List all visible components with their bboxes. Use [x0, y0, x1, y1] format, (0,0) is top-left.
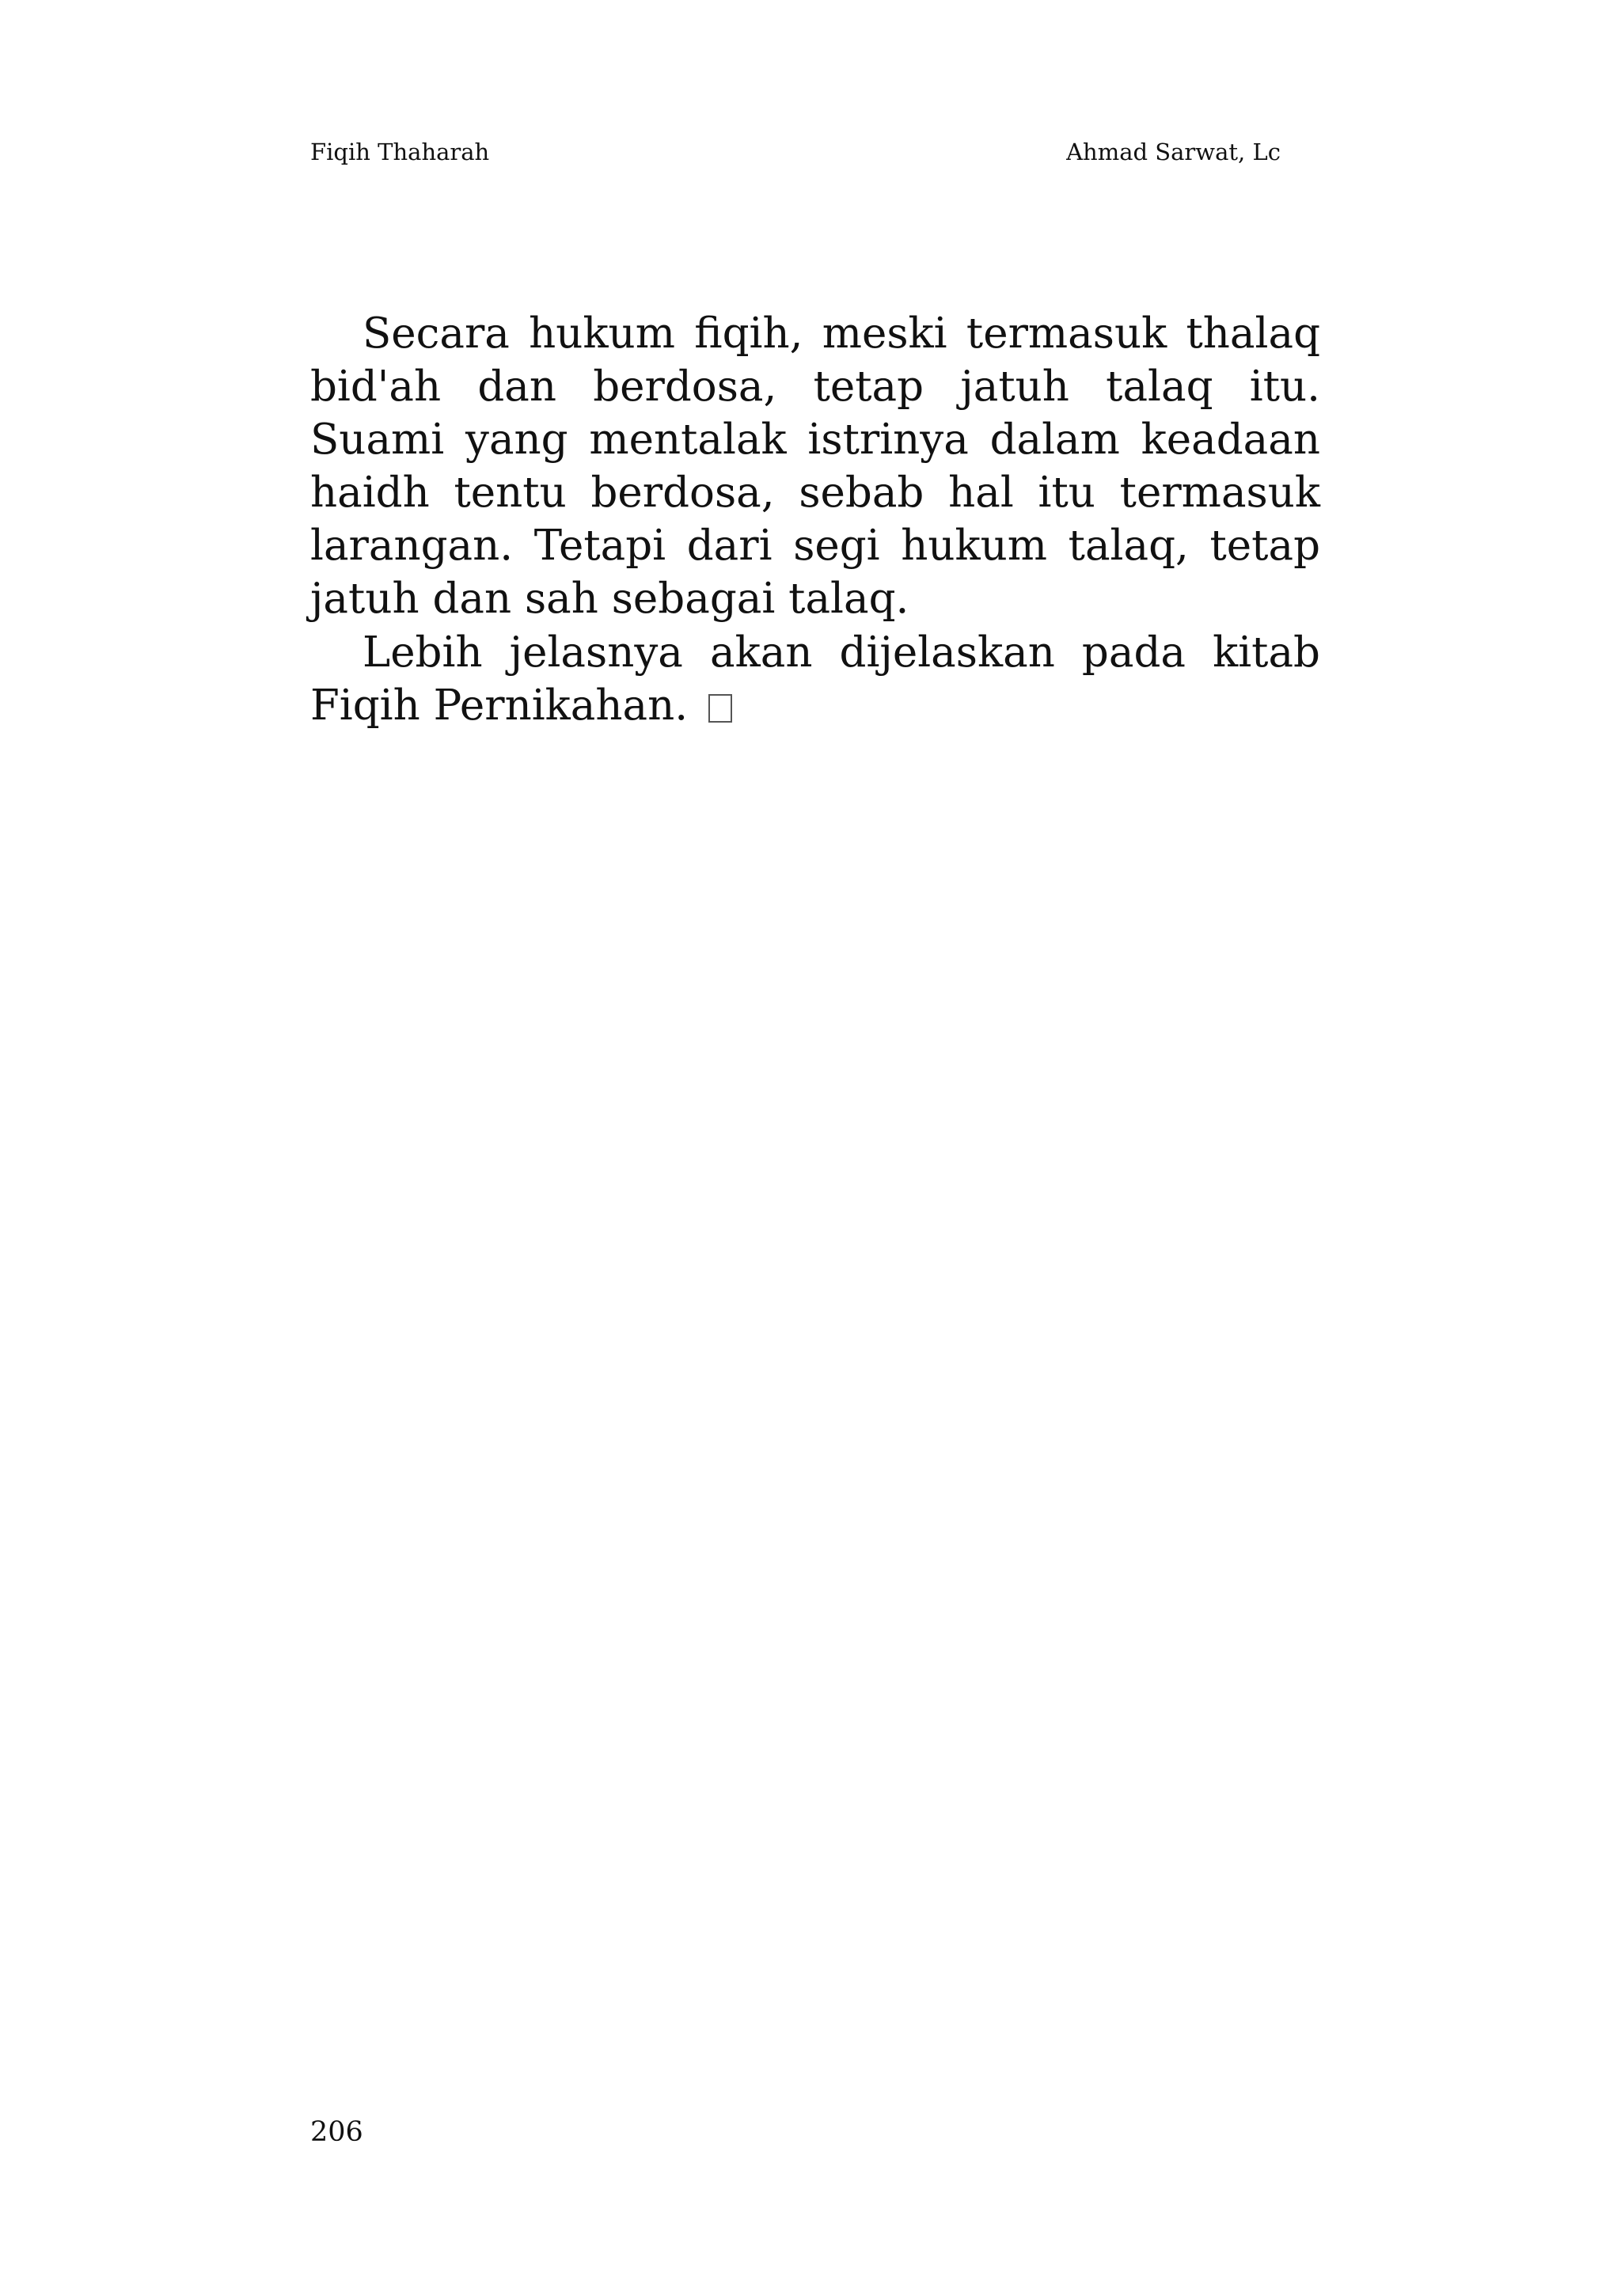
paragraph-1-text: Secara hukum fiqih, meski termasuk thalaq bid'ah dan berdosa, tetap jatuh talaq itu. Suami yang mentalak istrinya dalam keadaan haidh tentu berdosa, sebab hal itu termasuk larangan. Tetapi dari segi hukum talaq, tetap jatuh dan sah sebagai talaq. [310, 309, 1320, 623]
book-title: Fiqih Thaharah [310, 139, 490, 165]
running-header [310, 136, 1281, 168]
author-name: Ahmad Sarwat, Lc [1066, 139, 1281, 165]
body-text [310, 307, 1320, 732]
paragraph-talaq-bidah [310, 307, 1320, 625]
paragraph-2-text: Lebih jelasnya akan dijelaskan pada kitab Fiqih Pernikahan. [310, 628, 1320, 730]
page-number: 206 [310, 2116, 363, 2148]
paragraph-fiqih-pernikahan [310, 626, 1320, 732]
square-end-mark-icon [708, 694, 732, 723]
